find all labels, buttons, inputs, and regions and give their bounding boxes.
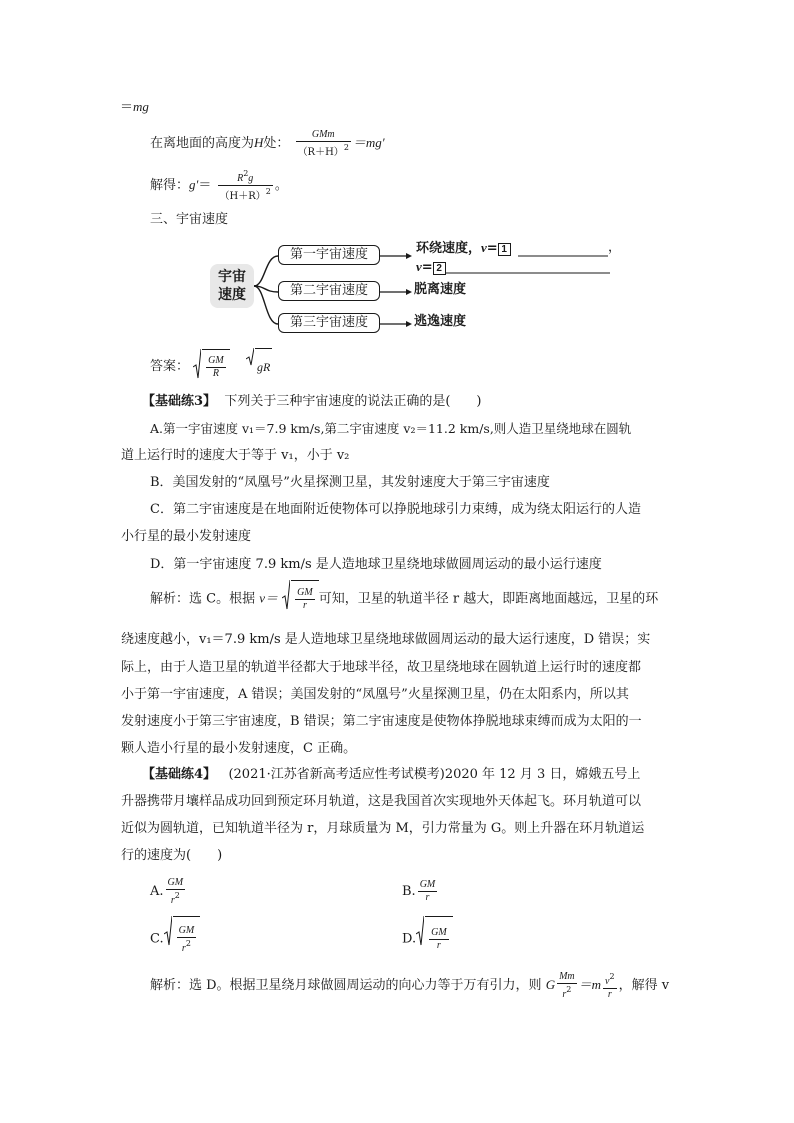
root-node: 宇宙 速度	[210, 264, 254, 308]
q3-solution-line5: 发射速度小于第三宇宙速度，B 错误；第二宇宙速度是使物体挣脱地球束缚而成为太阳的一	[121, 714, 642, 729]
blank-2: 2	[433, 262, 446, 275]
first-result: 环绕速度，v= 1	[416, 239, 511, 258]
q3-option-a-line2: 道上运行时的速度大于等于 v₁，小于 v₂	[121, 448, 350, 463]
q3-option-b: B．美国发射的“凤凰号”火星探测卫星，其发射速度大于第三宇宙速度	[150, 475, 550, 490]
solve-equation: 解得：g′＝ $\frac{R^2g}{(H+R)^2}$ 。	[150, 169, 288, 202]
height-equation: 在离地面的高度为H处： $\frac{\text{GMm}}{(R+H)^2}$ ＝mg′	[150, 128, 385, 158]
fraction: $\frac{\text{GMm}}{(R+H)^2}$	[297, 128, 349, 158]
blank-1: 1	[498, 243, 511, 256]
sqrt: $\frac{GM}{R}$	[193, 349, 230, 385]
q4-heading: 【基础练4】 (2021·江苏省新高考适应性考试模考)2020 年 12 月 3 日，嫦娥五号上	[142, 767, 641, 782]
fraction: $\frac{R^2g}{(H+R)^2}$	[219, 169, 271, 202]
section-title: 三、宇宙速度	[150, 212, 229, 227]
third-result: 逃逸速度	[414, 314, 467, 329]
comma: ，	[608, 240, 622, 255]
q3-solution-line2: 绕速度越小，v₁＝7.9 km/s 是人造地球卫星绕地球做圆周运动的最大运行速度，D 错误；实	[121, 632, 651, 647]
answer-line: 答案： $\frac{GM}{R}$ gR	[150, 348, 272, 385]
node-second-cosmic-velocity: 第二宇宙速度	[278, 281, 380, 301]
sqrt: gR	[246, 348, 272, 385]
velocity-diagram	[210, 236, 630, 340]
q4-option-a: A. $\frac{GM}{r^2}$	[150, 876, 184, 906]
q3-solution-line4: 小于第一宇宙速度，A 错误；美国发射的“凤凰号”火星探测卫星，仍在太阳系内，所以其	[121, 687, 629, 702]
sqrt: $\frac{GM}{r^2}$	[164, 916, 201, 962]
q3-solution-line1: 解析：选 C。根据 v＝ $\frac{GM}{r}$ 可知，卫星的轨道半径 r 越大，即距离地面越远，卫星的环	[150, 580, 658, 618]
q4-stem-line2: 升器携带月壤样品成功回到预定环月轨道，这是我国首次实现地外天体起飞。环月轨道可以	[121, 794, 642, 809]
q4-stem-line4: 行的速度为( )	[121, 848, 223, 863]
q3-option-c-line2: 小行星的最小发射速度	[121, 529, 252, 544]
q4-option-b: B. $\frac{GM}{r}$	[402, 879, 436, 903]
q4-option-c: C. $\frac{GM}{r^2}$	[150, 916, 200, 962]
equation-mg: ＝mg	[120, 99, 149, 115]
q3-solution-line6: 颗人造小行星的最小发射速度，C 正确。	[121, 741, 357, 756]
second-v-line: v= 2	[416, 258, 446, 277]
second-result: 脱离速度	[414, 282, 467, 297]
q3-option-a-line1: A.第一宇宙速度 v₁＝7.9 km/s,第二宇宙速度 v₂＝11.2 km/s,则人造卫星绕地球在圆轨	[150, 421, 632, 436]
node-third-cosmic-velocity: 第三宇宙速度	[278, 313, 380, 333]
q4-solution: 解析：选 D。根据卫星绕月球做圆周运动的向心力等于万有引力，则 G $\frac{Mm}{r^2}$ ＝m $\frac{v^2}{r}$ ，解得 v	[150, 970, 670, 1000]
q3-option-d: D．第一宇宙速度 7.9 km/s 是人造地球卫星绕地球做圆周运动的最小运行速度	[150, 557, 602, 572]
q3-solution-line3: 际上，由于人造卫星的轨道半径都大于地球半径，故卫星绕地球在圆轨道上运行时的速度都	[121, 660, 642, 675]
q4-option-d: D. $\frac{GM}{r}$	[402, 916, 453, 962]
sqrt: $\frac{GM}{r}$	[416, 916, 453, 962]
sqrt: $\frac{GM}{r}$	[282, 580, 319, 618]
node-first-cosmic-velocity: 第一宇宙速度	[278, 245, 380, 265]
q3-heading: 【基础练3】 下列关于三种宇宙速度的说法正确的是( )	[142, 394, 482, 409]
q3-option-c-line1: C．第二宇宙速度是在地面附近使物体可以挣脱地球引力束缚，成为绕太阳运行的人造	[150, 502, 641, 517]
q4-stem-line3: 近似为圆轨道，已知轨道半径为 r，月球质量为 M，引力常量为 G。则上升器在环月轨道运	[121, 821, 645, 836]
